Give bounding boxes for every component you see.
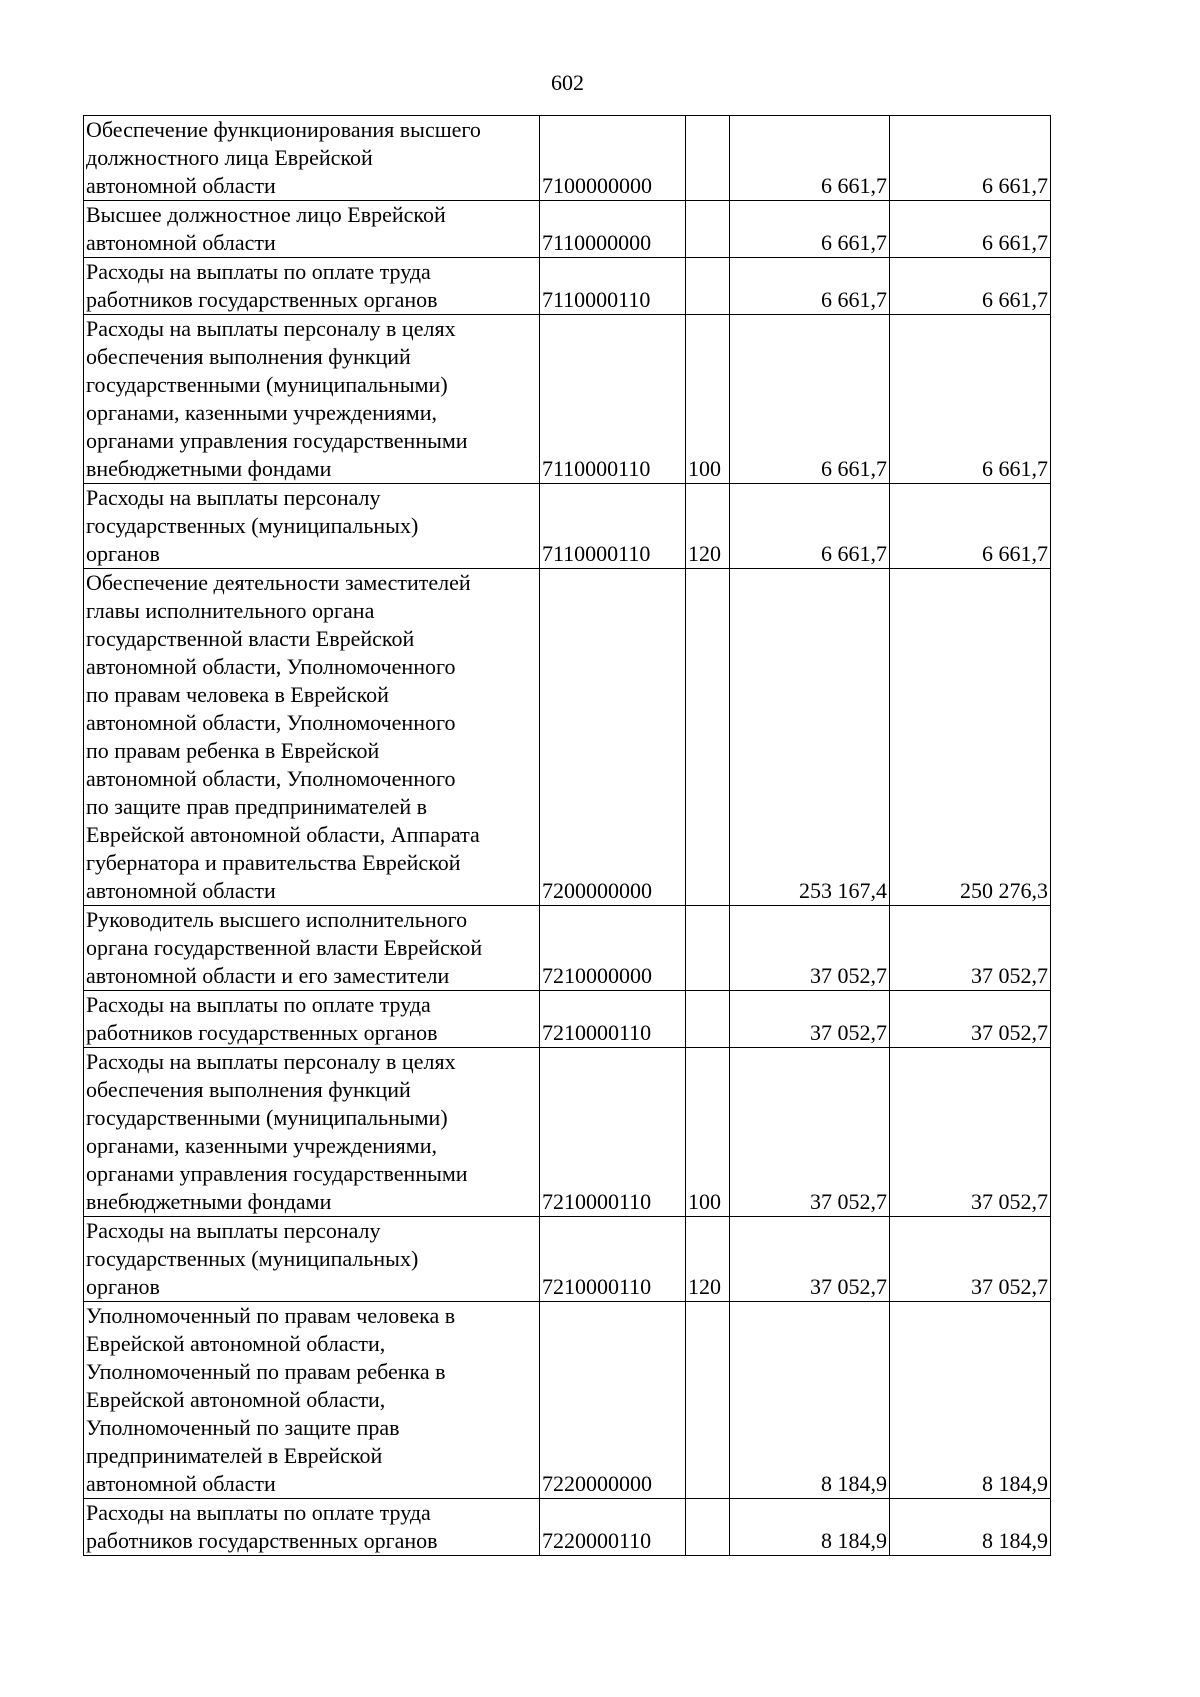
amount-year1-cell: 6 661,7: [730, 116, 890, 201]
amount-year1-cell: 6 661,7: [730, 315, 890, 484]
amount-year1-cell: 37 052,7: [730, 1048, 890, 1217]
amount-year1-cell: 6 661,7: [730, 484, 890, 569]
expense-name-cell: Расходы на выплаты персоналу в целях обеспечения выполнения функций государственными (муниципальными) органами, казенными учреждениями, органами управления государственными внебюджетными фондами: [84, 1048, 540, 1217]
table-row: [84, 116, 1051, 201]
target-article-code-cell: 7220000000: [540, 1302, 686, 1499]
table-row: [84, 906, 1051, 991]
expense-type-code-cell: 120: [686, 1217, 730, 1302]
target-article-code-cell: 7110000000: [540, 201, 686, 258]
budget-table-body: [84, 116, 1051, 1556]
amount-year2-cell: 37 052,7: [890, 906, 1051, 991]
amount-year2-cell: 8 184,9: [890, 1499, 1051, 1556]
amount-year2-cell: 6 661,7: [890, 315, 1051, 484]
expense-type-code-cell: 100: [686, 315, 730, 484]
expense-type-code-cell: [686, 569, 730, 906]
amount-year1-cell: 8 184,9: [730, 1302, 890, 1499]
amount-year1-cell: 37 052,7: [730, 1217, 890, 1302]
amount-year1-cell: 8 184,9: [730, 1499, 890, 1556]
expense-name-cell: Расходы на выплаты персоналу государственных (муниципальных) органов: [84, 1217, 540, 1302]
expense-type-code-cell: 120: [686, 484, 730, 569]
table-row: [84, 569, 1051, 906]
table-row: [84, 201, 1051, 258]
expense-type-code-cell: 100: [686, 1048, 730, 1217]
amount-year1-cell: 253 167,4: [730, 569, 890, 906]
amount-year1-cell: 6 661,7: [730, 201, 890, 258]
target-article-code-cell: 7200000000: [540, 569, 686, 906]
target-article-code-cell: 7110000110: [540, 484, 686, 569]
amount-year2-cell: 250 276,3: [890, 569, 1051, 906]
amount-year2-cell: 6 661,7: [890, 201, 1051, 258]
expense-name-cell: Расходы на выплаты персоналу в целях обеспечения выполнения функций государственными (муниципальными) органами, казенными учреждениями, органами управления государственными внебюджетными фондами: [84, 315, 540, 484]
expense-name-cell: Уполномоченный по правам человека в Еврейской автономной области, Уполномоченный по правам ребенка в Еврейской автономной области, Уполномоченный по защите прав предпринимателей в Еврейской автономной области: [84, 1302, 540, 1499]
expense-name-cell: Руководитель высшего исполнительного органа государственной власти Еврейской автономной области и его заместители: [84, 906, 540, 991]
budget-table: [83, 115, 1051, 1556]
expense-type-code-cell: [686, 116, 730, 201]
target-article-code-cell: 7210000110: [540, 1048, 686, 1217]
amount-year1-cell: 37 052,7: [730, 906, 890, 991]
expense-name-cell: Расходы на выплаты по оплате труда работников государственных органов: [84, 258, 540, 315]
expense-type-code-cell: [686, 201, 730, 258]
target-article-code-cell: 7110000110: [540, 315, 686, 484]
target-article-code-cell: 7220000110: [540, 1499, 686, 1556]
table-row: [84, 1499, 1051, 1556]
expense-type-code-cell: [686, 1499, 730, 1556]
table-row: [84, 315, 1051, 484]
target-article-code-cell: 7210000000: [540, 906, 686, 991]
amount-year1-cell: 6 661,7: [730, 258, 890, 315]
target-article-code-cell: 7210000110: [540, 1217, 686, 1302]
expense-name-cell: Обеспечение деятельности заместителей главы исполнительного органа государственной власти Еврейской автономной области, Уполномоченного по правам человека в Еврейской автономной области, Уполномоченного по правам ребенка в Еврейской автономной области, Уполномоченного по защите прав предпринимателей в Еврейской автономной области, Аппарата губернатора и правительства Еврейской автономной области: [84, 569, 540, 906]
amount-year2-cell: 37 052,7: [890, 1217, 1051, 1302]
amount-year2-cell: 6 661,7: [890, 116, 1051, 201]
expense-name-cell: Обеспечение функционирования высшего должностного лица Еврейской автономной области: [84, 116, 540, 201]
expense-name-cell: Расходы на выплаты по оплате труда работников государственных органов: [84, 991, 540, 1048]
expense-type-code-cell: [686, 258, 730, 315]
table-row: [84, 484, 1051, 569]
expense-type-code-cell: [686, 906, 730, 991]
table-row: [84, 991, 1051, 1048]
table-row: [84, 258, 1051, 315]
amount-year2-cell: 8 184,9: [890, 1302, 1051, 1499]
amount-year2-cell: 37 052,7: [890, 991, 1051, 1048]
table-row: [84, 1302, 1051, 1499]
amount-year1-cell: 37 052,7: [730, 991, 890, 1048]
target-article-code-cell: 7210000110: [540, 991, 686, 1048]
page-number: 602: [551, 70, 584, 95]
target-article-code-cell: 7100000000: [540, 116, 686, 201]
expense-name-cell: Расходы на выплаты персоналу государственных (муниципальных) органов: [84, 484, 540, 569]
expense-name-cell: Расходы на выплаты по оплате труда работников государственных органов: [84, 1499, 540, 1556]
expense-type-code-cell: [686, 1302, 730, 1499]
amount-year2-cell: 6 661,7: [890, 258, 1051, 315]
target-article-code-cell: 7110000110: [540, 258, 686, 315]
amount-year2-cell: 6 661,7: [890, 484, 1051, 569]
amount-year2-cell: 37 052,7: [890, 1048, 1051, 1217]
table-row: [84, 1217, 1051, 1302]
expense-name-cell: Высшее должностное лицо Еврейской автономной области: [84, 201, 540, 258]
table-row: [84, 1048, 1051, 1217]
expense-type-code-cell: [686, 991, 730, 1048]
